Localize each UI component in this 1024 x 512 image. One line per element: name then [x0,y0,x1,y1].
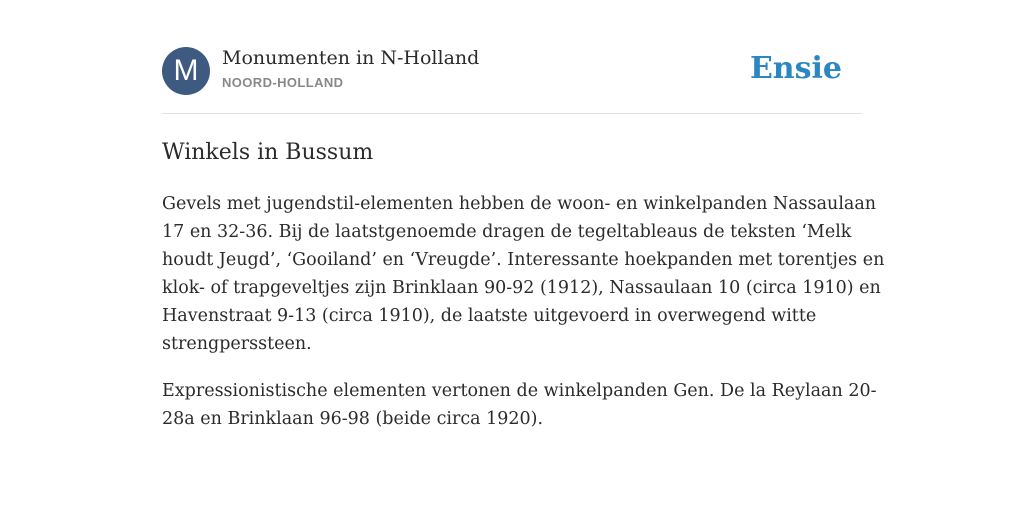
paragraph-1-line: klok- of trapgeveltjes zijn Brinklaan 90-92 (1912), Nassaulaan 10 (circa 1910) en [162,278,881,298]
paragraph-2-line: Expressionistische elementen vertonen de winkelpanden Gen. De la Reylaan 20- [162,381,877,401]
paragraph-2-line: 28a en Brinklaan 96-98 (beide circa 1920). [162,409,544,429]
paragraph-1 [162,190,885,358]
ensie-logo[interactable]: Ensie [749,51,842,86]
paragraph-1-line: houdt Jeugd’, ‘Gooiland’ en ‘Vreugde’. Interessante hoekpanden met torentjes en [162,250,885,270]
source-subtitle: NOORD-HOLLAND [222,75,344,90]
article-title: Winkels in Bussum [162,140,374,165]
paragraph-1-line: strengperssteen. [162,334,312,354]
source-title[interactable]: Monumenten in N-Holland [222,47,480,69]
source-header [162,46,862,114]
paragraph-1-line: Havenstraat 9-13 (circa 1910), de laatste uitgevoerd in overwegend witte [162,306,817,326]
paragraph-2 [162,377,877,433]
paragraph-1-line: Gevels met jugendstil-elementen hebben de woon- en winkelpanden Nassaulaan [162,194,877,214]
avatar[interactable]: M [162,47,210,95]
article-body [162,190,885,452]
paragraph-1-line: 17 en 32-36. Bij de laatstgenoemde dragen de tegeltableaus de teksten ‘Melk [162,222,852,242]
